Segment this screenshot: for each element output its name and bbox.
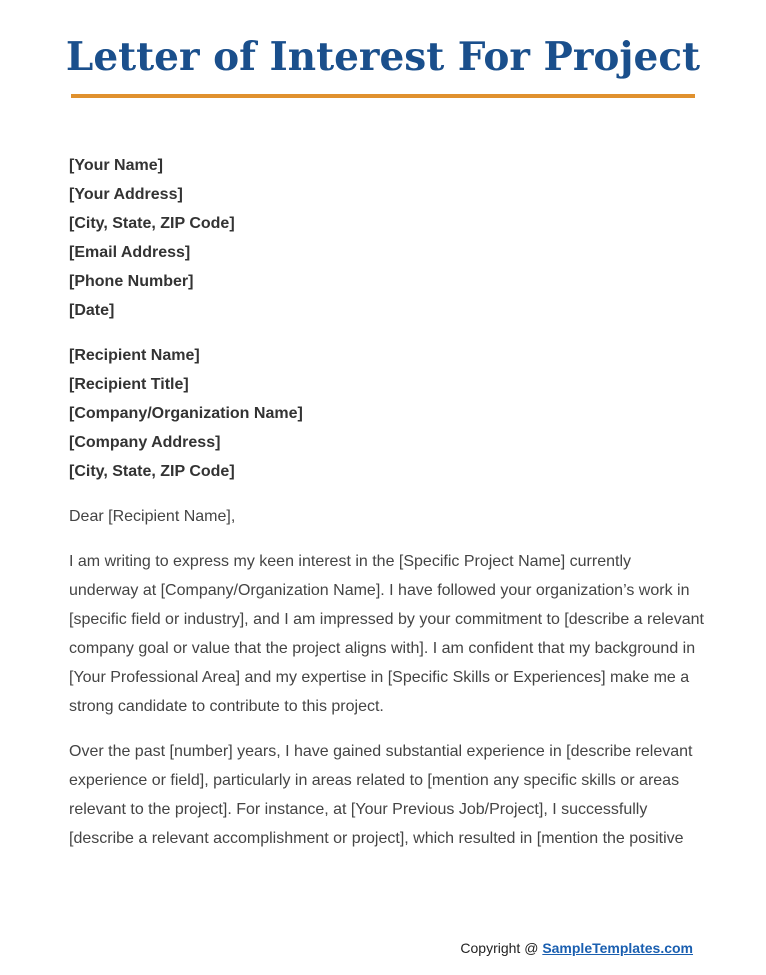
- sender-address: [Your Address]: [69, 186, 183, 203]
- recipient-city-state-zip: [City, State, ZIP Code]: [69, 463, 235, 480]
- sampletemplates-link[interactable]: SampleTemplates.com: [542, 940, 693, 956]
- recipient-name: [Recipient Name]: [69, 347, 200, 364]
- recipient-block: [69, 341, 704, 486]
- salutation: Dear [Recipient Name],: [69, 508, 236, 525]
- body-paragraph-1: I am writing to express my keen interest in the [Specific Project Name] currently underway at [Company/Organization Name]. I have followed your organization’s work in [specific field or industry], and I am impressed by your commitment to [describe a relevant company goal or value that the project aligns with]. I am confident that my background in [Your Professional Area] and my expertise in [Specific Skills or Experiences] make me a strong candidate to contribute to this project.: [69, 553, 704, 715]
- sender-city-state-zip: [City, State, ZIP Code]: [69, 215, 235, 232]
- sender-date: [Date]: [69, 302, 115, 319]
- sender-block: [69, 151, 704, 325]
- page-title: Letter of Interest For Project: [65, 34, 701, 80]
- recipient-company: [Company/Organization Name]: [69, 405, 303, 422]
- recipient-address: [Company Address]: [69, 434, 221, 451]
- footer: [460, 938, 693, 958]
- body-paragraph-2: Over the past [number] years, I have gained substantial experience in [describe relevant experience or field], particularly in areas related to [mention any specific skills or areas relevant to the project]. For instance, at [Your Previous Job/Project], I successfully [describe a relevant accomplishment or project], which resulted in [mention the positive: [69, 743, 693, 847]
- sender-phone: [Phone Number]: [69, 273, 194, 290]
- letter-body: [69, 151, 704, 869]
- sender-name: [Your Name]: [69, 157, 163, 174]
- title-divider: [71, 94, 695, 98]
- sender-email: [Email Address]: [69, 244, 191, 261]
- recipient-title: [Recipient Title]: [69, 376, 189, 393]
- copyright-label: Copyright @: [460, 940, 539, 956]
